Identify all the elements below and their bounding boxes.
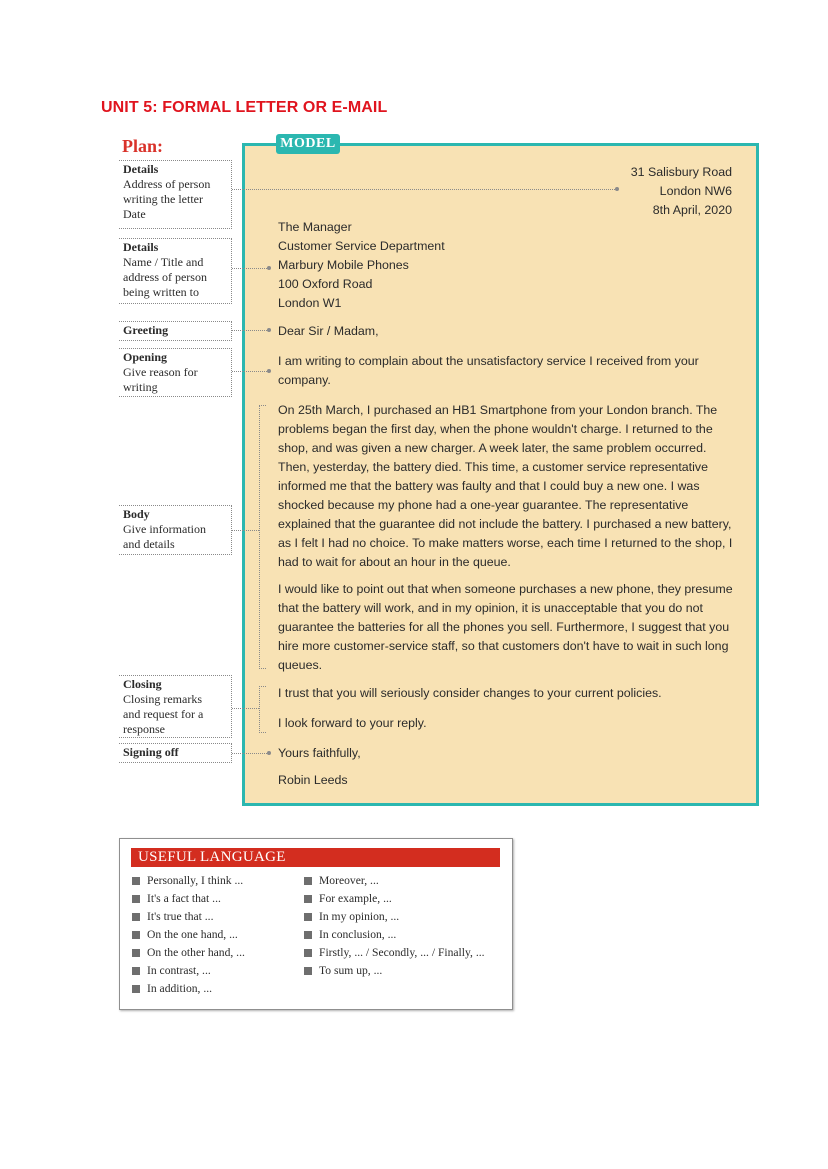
connector-dot (267, 751, 271, 755)
model-tab: MODEL (276, 134, 340, 154)
plan-item-title: Details (123, 240, 159, 254)
phrase: In contrast, ... (147, 964, 211, 977)
phrase: On the one hand, ... (147, 928, 238, 941)
plan-item-desc: Give reason for writing (123, 365, 198, 394)
body-paragraph-2: I would like to point out that when someone purchases a new phone, they presume that the battery will work, and in my opinion, it is unacceptable that you do not guarantee the batteries for all the phones you sell. Furthermore, I suggest that you hire more customer-service staff, so that customers don't have to wait in such long queues. (278, 582, 733, 672)
list-item (132, 980, 245, 998)
list-item (304, 890, 485, 908)
plan-item-opening (119, 348, 232, 397)
list-item (304, 962, 485, 980)
bullet-square-icon (132, 967, 140, 975)
recipient-line: Customer Service Department (278, 239, 445, 253)
phrase: In addition, ... (147, 982, 213, 995)
plan-item-desc: Name / Title and address of person being written to (123, 255, 207, 299)
bullet-square-icon (132, 949, 140, 957)
list-item (132, 944, 245, 962)
closing-bracket (259, 686, 266, 733)
connector-dot (267, 369, 271, 373)
connector-line (232, 268, 269, 269)
connector-line (232, 753, 269, 754)
recipient-line: The Manager (278, 220, 352, 234)
plan-item-desc: Address of person writing the letter Date (123, 177, 211, 221)
list-item (304, 944, 485, 962)
bullet-square-icon (304, 967, 312, 975)
closing-paragraph-1: I trust that you will seriously consider changes to your current policies. (278, 686, 662, 700)
bullet-square-icon (304, 931, 312, 939)
plan-item-title: Body (123, 507, 150, 521)
sender-address-line: London NW6 (659, 184, 732, 198)
bullet-square-icon (304, 877, 312, 885)
letter-date: 8th April, 2020 (652, 203, 732, 217)
list-item (304, 872, 485, 890)
list-item (132, 926, 245, 944)
body-bracket (259, 405, 266, 669)
connector-line (232, 530, 259, 531)
bullet-square-icon (132, 913, 140, 921)
connector-dot (267, 266, 271, 270)
bullet-square-icon (132, 895, 140, 903)
phrase: It's a fact that ... (147, 892, 221, 905)
plan-item-sender-details (119, 160, 232, 229)
useful-language-left-list (132, 872, 245, 998)
list-item (132, 890, 245, 908)
connector-line (232, 708, 259, 709)
connector-dot (615, 187, 619, 191)
opening-paragraph: I am writing to complain about the unsatisfactory service I received from your company. (278, 354, 699, 387)
phrase: Firstly, ... / Secondly, ... / Finally, ... (319, 946, 485, 959)
list-item (132, 872, 245, 890)
list-item (304, 908, 485, 926)
sender-address-line: 31 Salisbury Road (630, 165, 732, 179)
unit-title: UNIT 5: FORMAL LETTER OR E-MAIL (101, 99, 388, 116)
connector-line (232, 189, 617, 190)
list-item (132, 908, 245, 926)
phrase: Moreover, ... (319, 874, 379, 887)
body-paragraph-1: On 25th March, I purchased an HB1 Smartphone from your London branch. The problems began the first day, when the phone wouldn't charge. I returned to the shop, and was given a new charger. A week later, the same problem occurred. Then, yesterday, the battery died. This time, a customer service representative informed me that the battery was faulty and that I could buy a new one. I was shocked because my phone had a one-year guarantee. The representative explained that the guarantee did not include the battery. I purchased a new battery, as I felt I had no choice. To make matters worse, each time I returned to the shop, I had to wait for about an hour in the queue. (278, 403, 733, 569)
phrase: Personally, I think ... (147, 874, 244, 887)
phrase: To sum up, ... (319, 964, 383, 977)
plan-item-title: Signing off (123, 745, 179, 759)
list-item (304, 926, 485, 944)
signature-name: Robin Leeds (278, 773, 348, 787)
plan-item-desc: Closing remarks and request for a response (123, 692, 204, 736)
connector-line (232, 330, 269, 331)
plan-item-closing (119, 675, 232, 738)
sign-off: Yours faithfully, (278, 746, 361, 760)
plan-item-signing-off (119, 743, 232, 763)
greeting: Dear Sir / Madam, (278, 324, 379, 338)
connector-dot (267, 328, 271, 332)
bullet-square-icon (304, 913, 312, 921)
bullet-square-icon (132, 985, 140, 993)
recipient-line: 100 Oxford Road (278, 277, 373, 291)
phrase: For example, ... (319, 892, 392, 905)
bullet-square-icon (132, 931, 140, 939)
sender-address (631, 163, 732, 220)
plan-label: Plan: (122, 136, 164, 156)
plan-item-title: Details (123, 162, 159, 176)
recipient-address (278, 218, 445, 313)
plan-item-title: Opening (123, 350, 168, 364)
recipient-line: Marbury Mobile Phones (278, 258, 409, 272)
phrase: On the other hand, ... (147, 946, 245, 959)
useful-language-header: USEFUL LANGUAGE (131, 848, 500, 867)
closing-paragraph-2: I look forward to your reply. (278, 716, 427, 730)
phrase: In conclusion, ... (319, 928, 397, 941)
plan-item-title: Greeting (123, 323, 169, 337)
useful-language-right-list (304, 872, 485, 980)
plan-item-recipient-details (119, 238, 232, 304)
bullet-square-icon (132, 877, 140, 885)
plan-item-greeting (119, 321, 232, 341)
phrase: It's true that ... (147, 910, 214, 923)
bullet-square-icon (304, 895, 312, 903)
plan-item-body (119, 505, 232, 555)
plan-item-title: Closing (123, 677, 162, 691)
recipient-line: London W1 (278, 296, 342, 310)
plan-item-desc: Give information and details (123, 522, 206, 551)
phrase: In my opinion, ... (319, 910, 400, 923)
connector-line (232, 371, 269, 372)
list-item (132, 962, 245, 980)
bullet-square-icon (304, 949, 312, 957)
